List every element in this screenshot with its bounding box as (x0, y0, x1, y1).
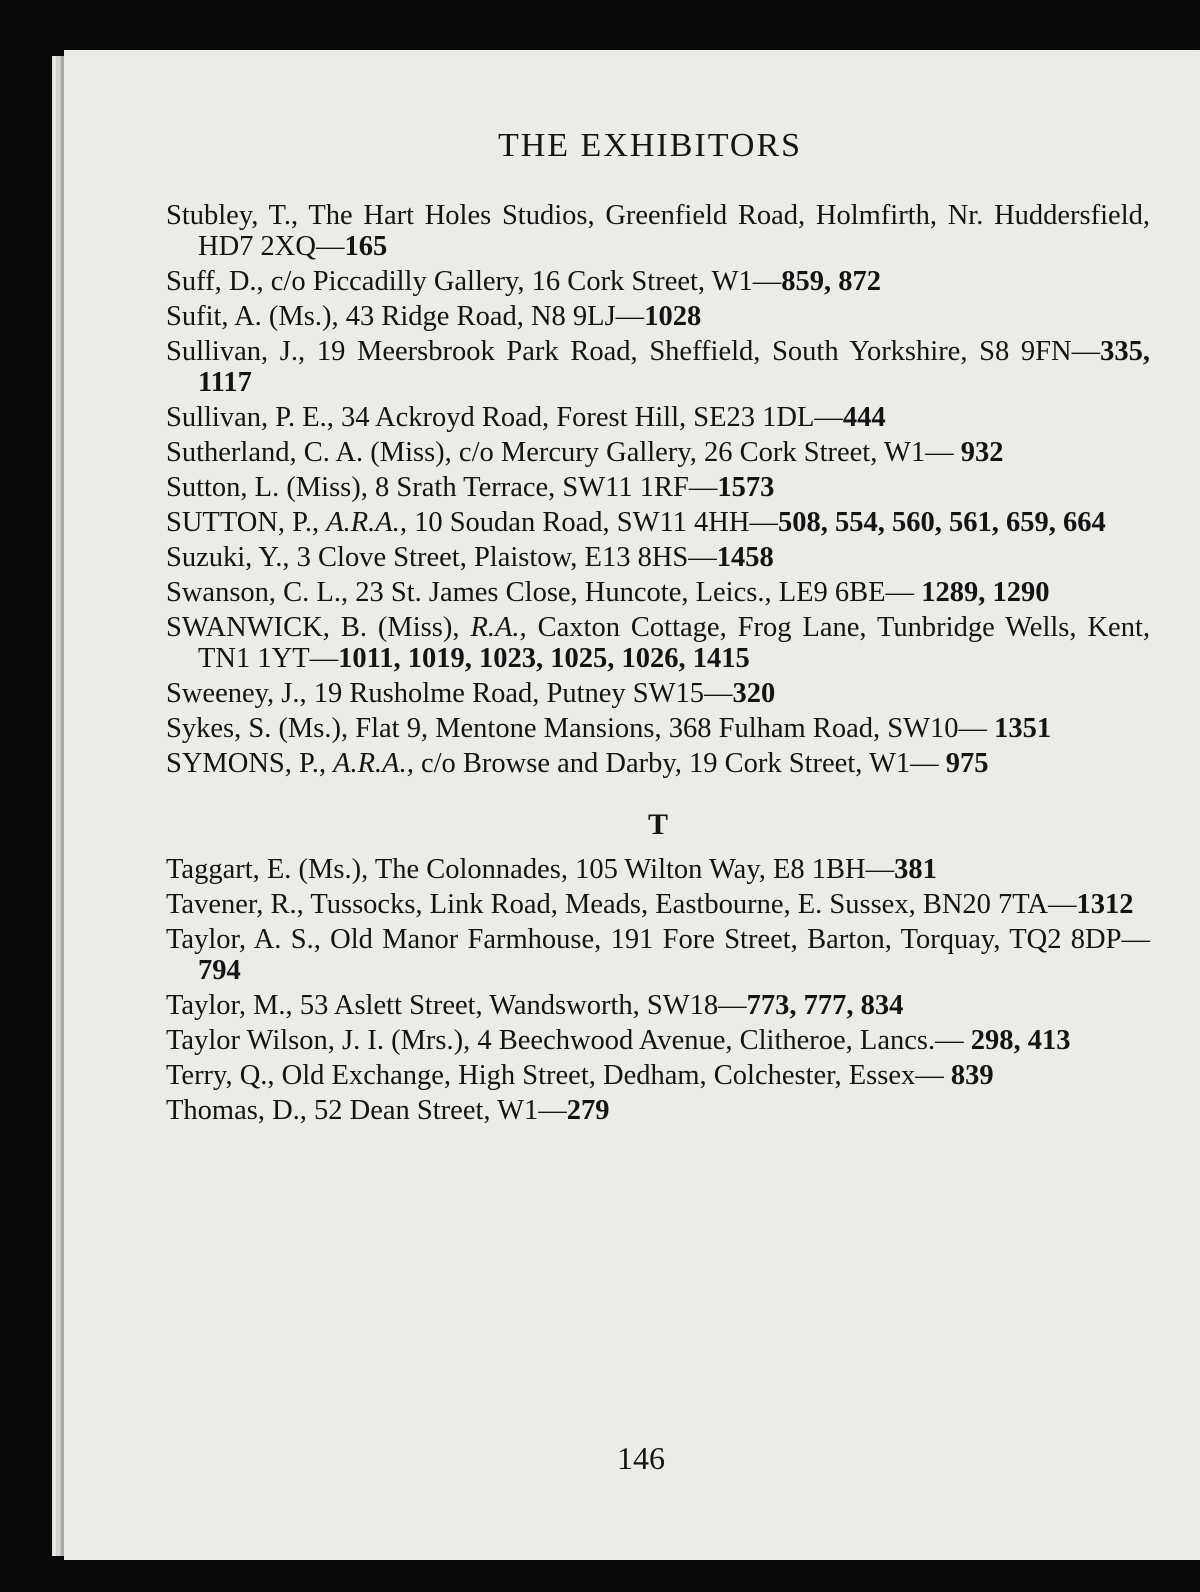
exhibitor-entry (166, 507, 1150, 538)
exhibitor-entry (166, 336, 1150, 398)
exhibitor-name: Suzuki, Y., (166, 542, 297, 573)
exhibitor-entry (166, 266, 1150, 297)
exhibitor-entry (166, 889, 1150, 920)
catalogue-numbers: 794 (198, 955, 241, 986)
exhibitor-address: 53 Aslett Street, Wandsworth, SW18— (299, 990, 747, 1021)
exhibitor-name: Tavener, R., (166, 889, 311, 920)
exhibitor-entry (166, 854, 1150, 885)
exhibitor-address: c/o Piccadilly Gallery, 16 Cork Street, W1— (270, 266, 782, 297)
exhibitor-entry (166, 1060, 1150, 1091)
exhibitor-name: Taylor, A. S., (166, 924, 331, 955)
catalogue-numbers: 1028 (644, 301, 702, 332)
exhibitor-name: SYMONS, P., (166, 748, 334, 779)
exhibitor-address: 8 Srath Terrace, SW11 1RF— (375, 472, 718, 503)
exhibitor-name: Sullivan, J., (166, 336, 317, 367)
catalogue-numbers: 381 (894, 854, 937, 885)
catalogue-numbers: 1351 (994, 713, 1052, 744)
exhibitor-entry (166, 402, 1150, 433)
exhibitor-address: 34 Ackroyd Road, Forest Hill, SE23 1DL— (340, 402, 843, 433)
exhibitor-entry (166, 200, 1150, 262)
catalogue-numbers: 298, 413 (970, 1025, 1071, 1056)
exhibitor-name: Stubley, T., (166, 200, 309, 231)
exhibitor-address: Old Manor Farmhouse, 191 Fore Street, Barton, Torquay, TQ2 8DP— (330, 924, 1150, 955)
exhibitor-address: Tussocks, Link Road, Meads, Eastbourne, E. Sussex, BN20 7TA— (310, 889, 1077, 920)
catalogue-numbers: 859, 872 (781, 266, 882, 297)
exhibitor-address: 19 Meersbrook Park Road, Sheffield, South Yorkshire, S8 9FN— (316, 336, 1101, 367)
exhibitor-entry (166, 1025, 1150, 1056)
exhibitor-address: c/o Mercury Gallery, 26 Cork Street, W1— (458, 437, 961, 468)
exhibitor-name: Sutton, L. (Miss), (166, 472, 376, 503)
exhibitor-address: 19 Rusholme Road, Putney SW15— (313, 678, 733, 709)
exhibitor-name: Sutherland, C. A. (Miss), (166, 437, 459, 468)
exhibitor-entry (166, 612, 1150, 674)
exhibitor-address: Old Exchange, High Street, Dedham, Colchester, Essex— (281, 1060, 951, 1091)
catalogue-numbers: 165 (344, 231, 388, 262)
exhibitor-name: Terry, Q., (166, 1060, 282, 1091)
exhibitor-address: c/o Browse and Darby, 19 Cork Street, W1— (413, 748, 946, 779)
exhibitor-address: Caxton Cottage, Frog Lane, Tunbridge Wells, Kent, TN1 1YT— (198, 612, 1150, 674)
exhibitor-name: Thomas, D., (166, 1095, 315, 1126)
catalogue-numbers: 279 (566, 1095, 610, 1126)
exhibitor-name: Taylor, M., (166, 990, 300, 1021)
qualification: A.R.A., (326, 507, 407, 538)
exhibitor-entry (166, 301, 1150, 332)
exhibitor-name: Sufit, A. (Ms.), (166, 301, 346, 332)
exhibitor-entry (166, 678, 1150, 709)
exhibitor-address: 52 Dean Street, W1— (314, 1095, 567, 1126)
qualification: R.A., (470, 612, 527, 643)
exhibitor-name: Sykes, S. (Ms.), (166, 713, 356, 744)
exhibitor-name: SWANWICK, B. (Miss), (166, 612, 471, 643)
exhibitor-group-t (166, 854, 1150, 1126)
exhibitor-entry (166, 542, 1150, 573)
catalogue-numbers: 1289, 1290 (921, 577, 1050, 608)
catalogue-numbers: 320 (732, 678, 776, 709)
exhibitor-entry (166, 924, 1150, 986)
catalogue-numbers: 335, 1117 (198, 336, 1150, 398)
exhibitor-address: Flat 9, Mentone Mansions, 368 Fulham Road, SW10— (355, 713, 995, 744)
exhibitor-name: Suff, D., (166, 266, 271, 297)
catalogue-numbers: 975 (945, 748, 989, 779)
catalogue-numbers: 932 (960, 437, 1004, 468)
exhibitor-entry (166, 472, 1150, 503)
exhibitor-address: 4 Beechwood Avenue, Clitheroe, Lancs.— (477, 1025, 971, 1056)
exhibitor-address: 3 Clove Street, Plaistow, E13 8HS— (296, 542, 717, 573)
exhibitor-address: 43 Ridge Road, N8 9LJ— (345, 301, 645, 332)
catalogue-numbers: 1312 (1076, 889, 1134, 920)
catalogue-numbers: 444 (842, 402, 886, 433)
exhibitor-address: 10 Soudan Road, SW11 4HH— (406, 507, 778, 538)
exhibitor-name: SUTTON, P., (166, 507, 327, 538)
qualification: A.R.A., (333, 748, 414, 779)
exhibitor-address: The Colonnades, 105 Wilton Way, E8 1BH— (374, 854, 895, 885)
catalogue-numbers: 1011, 1019, 1023, 1025, 1026, 1415 (338, 643, 750, 674)
exhibitor-entry (166, 990, 1150, 1021)
catalogue-numbers: 1458 (716, 542, 774, 573)
exhibitor-name: Taylor Wilson, J. I. (Mrs.), (166, 1025, 478, 1056)
running-head: THE EXHIBITORS (497, 127, 803, 164)
catalogue-numbers: 839 (950, 1060, 994, 1091)
exhibitor-address: 23 St. James Close, Huncote, Leics., LE9 6BE— (355, 577, 922, 608)
exhibitor-name: Sweeney, J., (166, 678, 314, 709)
exhibitor-entry (166, 437, 1150, 468)
exhibitor-entry (166, 713, 1150, 744)
exhibitor-name: Swanson, C. L., (166, 577, 356, 608)
exhibitor-entry (166, 1095, 1150, 1126)
page-number: 146 (617, 1440, 665, 1476)
section-letter: T (647, 808, 668, 841)
catalogue-numbers: 1573 (717, 472, 775, 503)
exhibitor-entry (166, 577, 1150, 608)
exhibitor-list (166, 200, 1150, 1130)
catalogue-numbers: 773, 777, 834 (746, 990, 904, 1021)
exhibitor-name: Taggart, E. (Ms.), (166, 854, 375, 885)
exhibitor-entry (166, 748, 1150, 779)
exhibitor-address: The Hart Holes Studios, Greenfield Road, Holmfirth, Nr. Huddersfield, HD7 2XQ— (198, 200, 1150, 262)
exhibitor-group-s (166, 200, 1150, 779)
exhibitor-name: Sullivan, P. E., (166, 402, 341, 433)
catalogue-numbers: 508, 554, 560, 561, 659, 664 (777, 507, 1106, 538)
